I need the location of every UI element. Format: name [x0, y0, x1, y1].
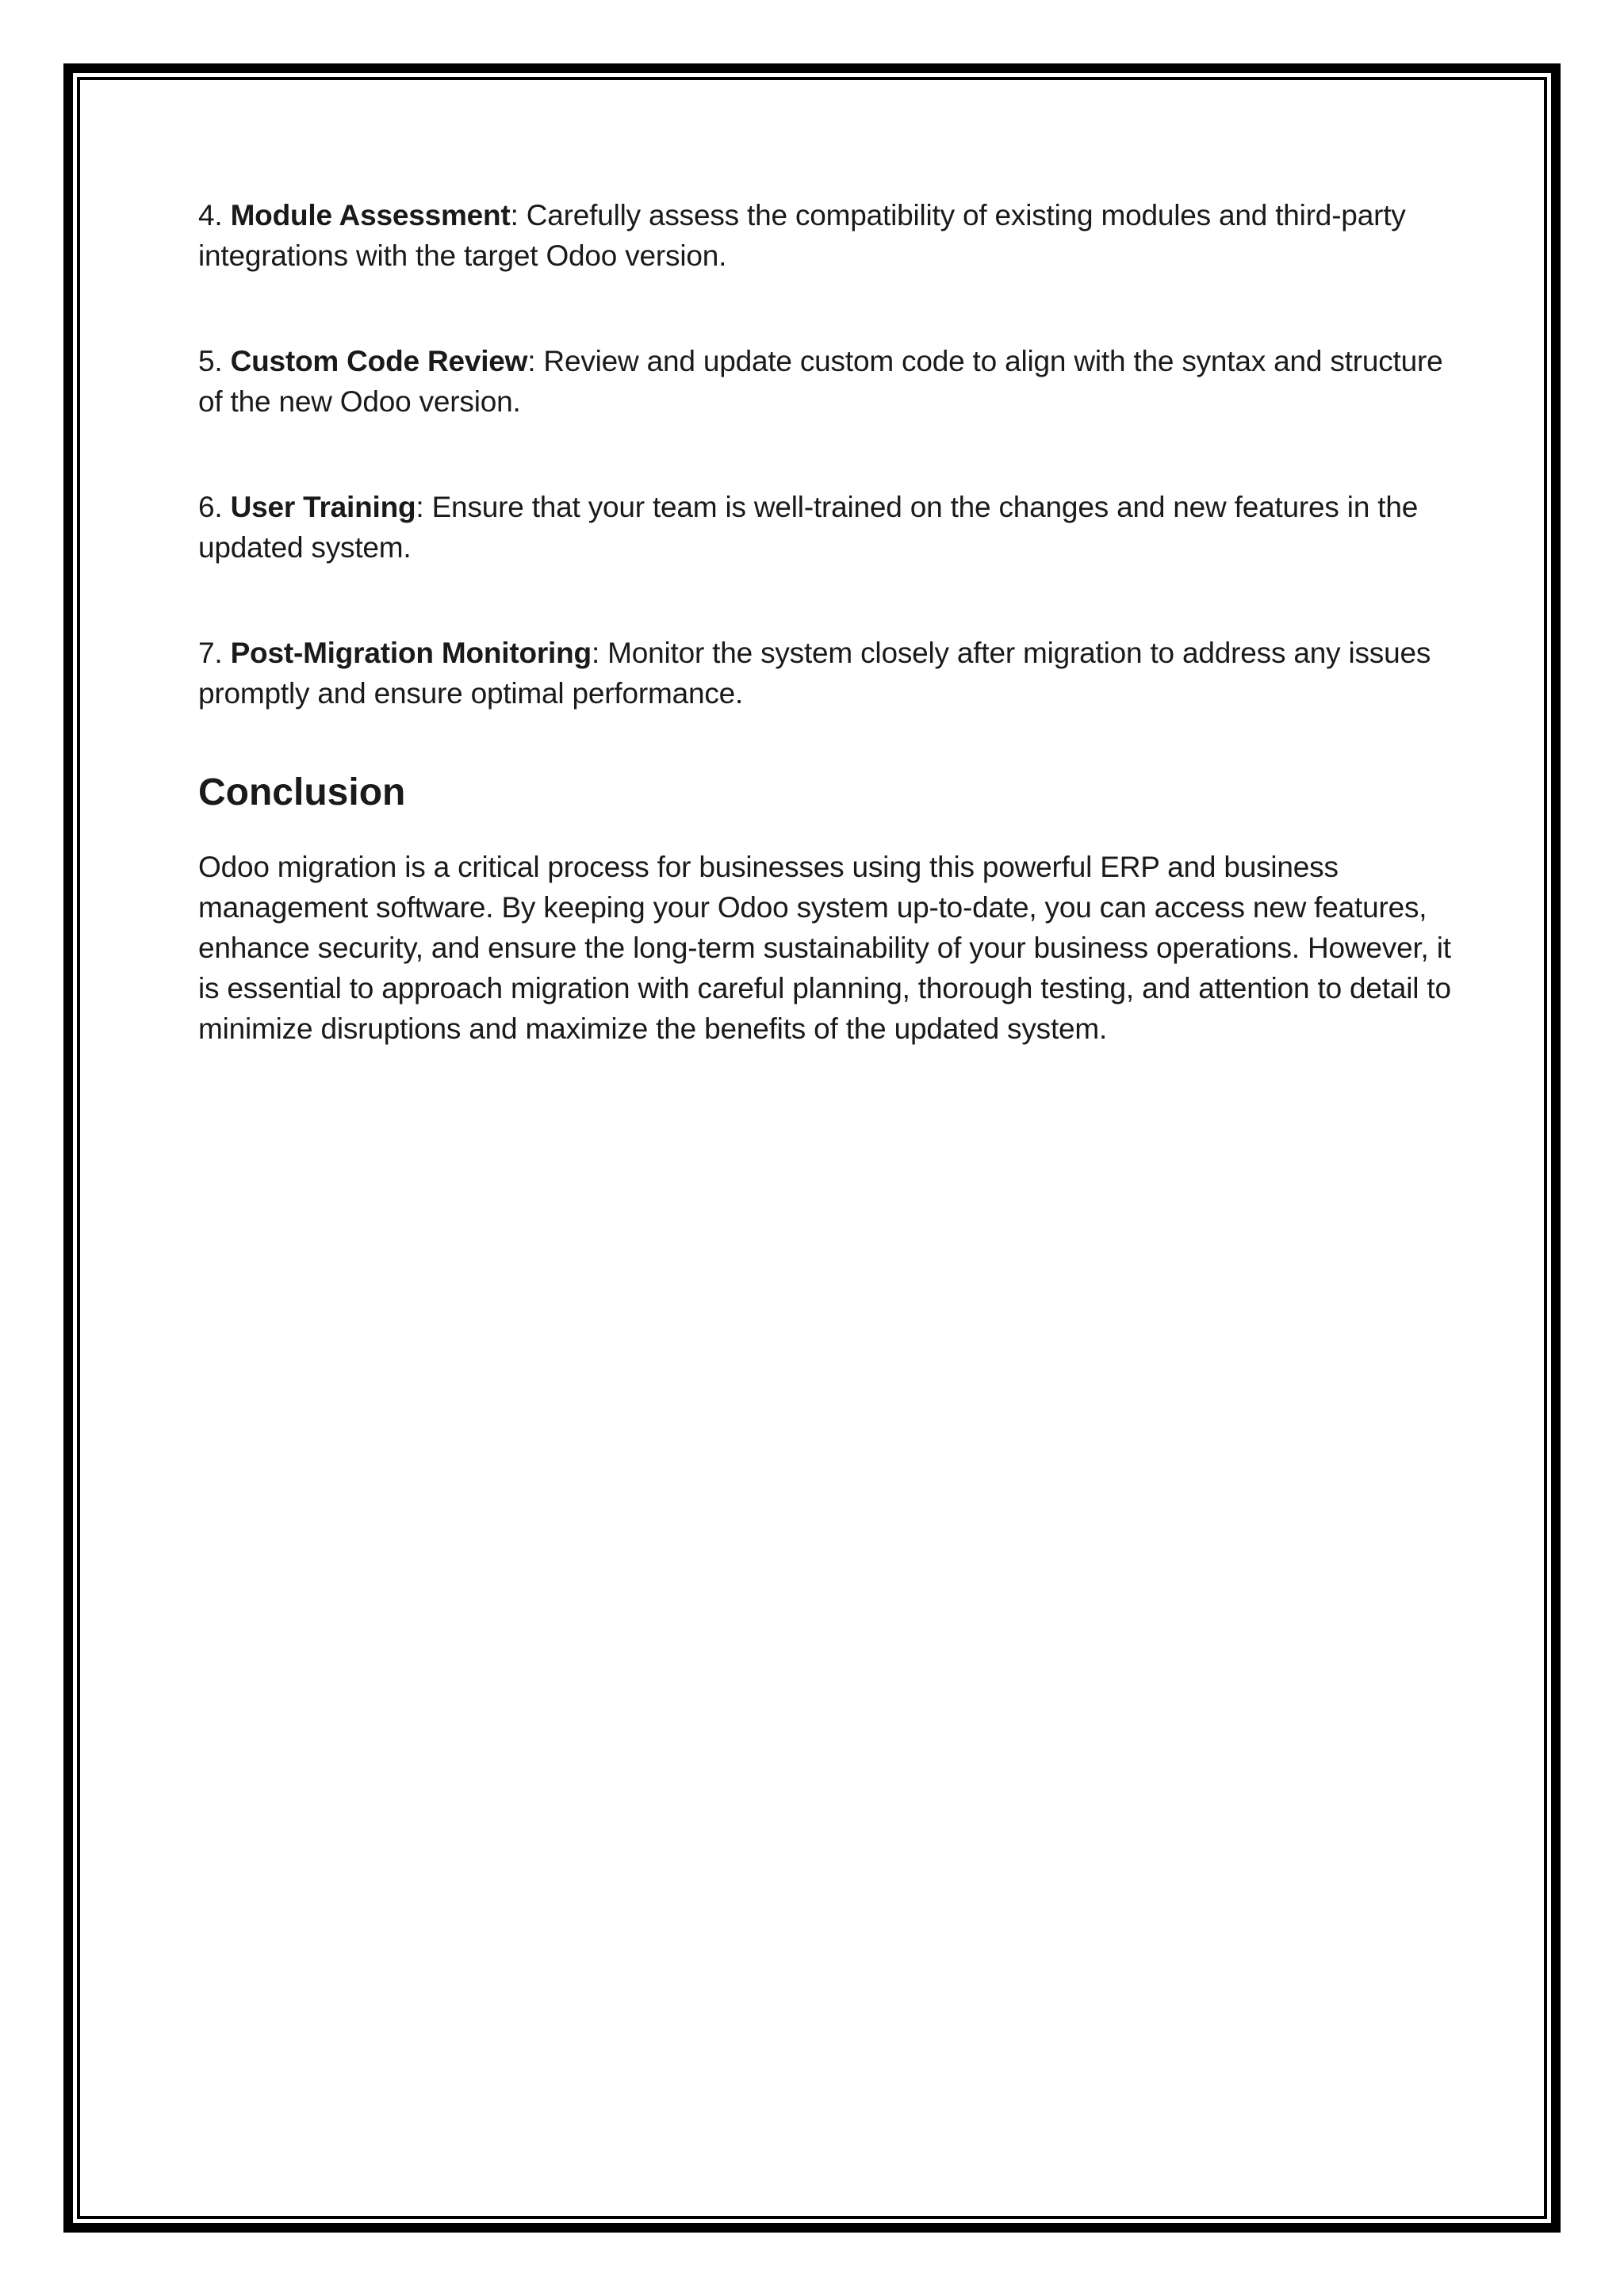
item-title: Module Assessment — [230, 199, 511, 232]
list-item-post-migration-monitoring — [198, 633, 1451, 714]
list-item-user-training — [198, 487, 1451, 568]
item-number: 6. — [198, 491, 223, 523]
item-title: Custom Code Review — [230, 345, 528, 377]
conclusion-paragraph: Odoo migration is a critical process for businesses using this powerful ERP and business management software. By keeping your Odoo system up-to-date, you can access new features, enhance security, and ensure the long-term sustainability of your business operations. However, it is essential to approach migration with careful planning, thorough testing, and attention to detail to minimize disruptions and maximize the benefits of the updated system. — [198, 851, 1451, 1045]
conclusion-heading: Conclusion — [198, 771, 406, 813]
document-content — [198, 195, 1451, 1049]
item-text: : Carefully assess the compatibility of existing modules and third-party integrations with the target Odoo version. — [198, 199, 1406, 272]
item-text: : Ensure that your team is well-trained on the changes and new features in the updated system. — [198, 491, 1419, 564]
item-title: User Training — [230, 491, 416, 523]
item-number: 7. — [198, 637, 223, 669]
list-item-module-assessment — [198, 195, 1451, 276]
item-title: Post-Migration Monitoring — [230, 637, 592, 669]
item-number: 4. — [198, 199, 223, 232]
item-text: : Review and update custom code to align with the syntax and structure of the new Odoo version. — [198, 345, 1443, 418]
item-number: 5. — [198, 345, 223, 377]
item-text: : Monitor the system closely after migration to address any issues promptly and ensure optimal performance. — [198, 637, 1431, 710]
list-item-custom-code-review — [198, 341, 1451, 422]
